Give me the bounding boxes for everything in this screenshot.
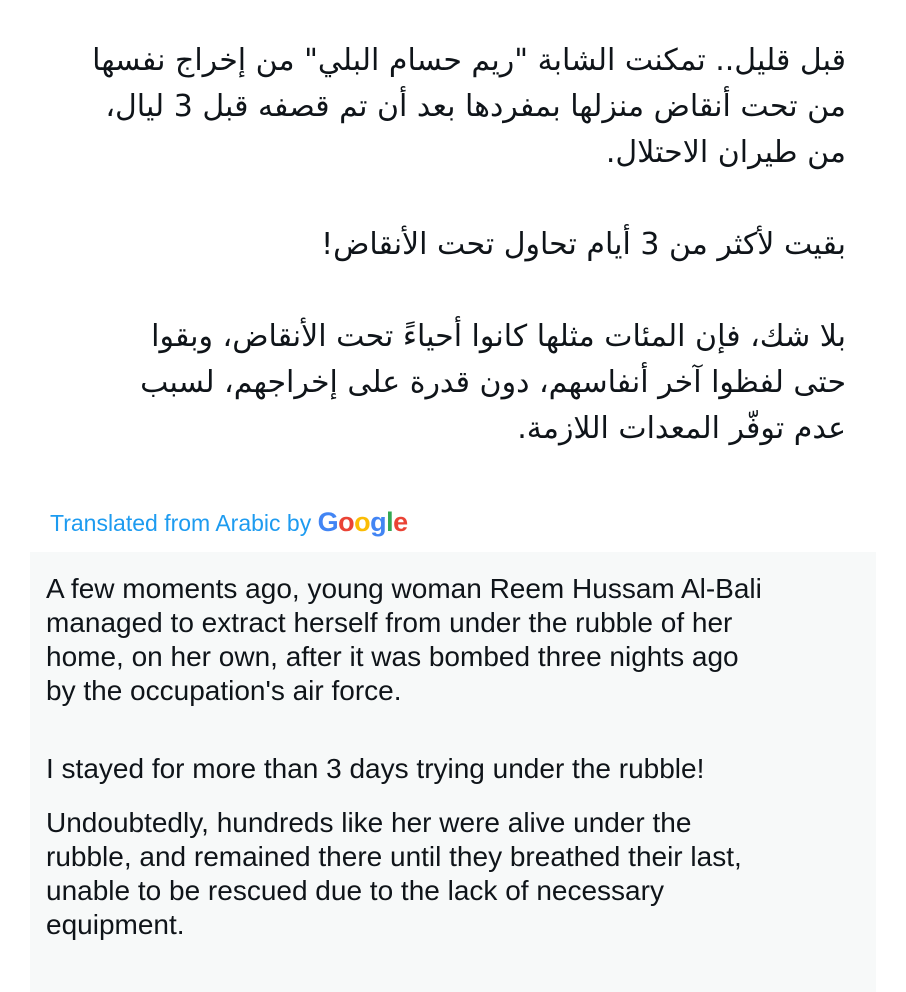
arabic-line: عدم توفّر المعدات اللازمة. bbox=[517, 411, 846, 446]
arabic-paragraph-2 bbox=[40, 222, 846, 268]
arabic-line: بلا شك، فإن المئات مثلها كانوا أحياءً تحت الأنقاض، وبقوا bbox=[151, 319, 846, 354]
google-logo-letter: G bbox=[317, 507, 339, 537]
translation-line: managed to extract herself from under the rubble of her bbox=[46, 607, 733, 638]
translation-line: rubble, and remained there until they breathed their last, bbox=[46, 841, 742, 872]
google-logo bbox=[318, 507, 408, 537]
google-logo-letter: o bbox=[338, 507, 355, 537]
translated-by-link[interactable] bbox=[50, 502, 408, 543]
translation-paragraph-2 bbox=[46, 752, 704, 786]
translation-line: equipment. bbox=[46, 909, 185, 940]
translation-line: by the occupation's air force. bbox=[46, 675, 402, 706]
translation-line: I stayed for more than 3 days trying under the rubble! bbox=[46, 753, 705, 784]
google-logo-letter: e bbox=[393, 507, 408, 537]
translation-line: unable to be rescued due to the lack of necessary bbox=[46, 875, 664, 906]
google-logo-letter: o bbox=[354, 507, 371, 537]
translation-line: Undoubtedly, hundreds like her were alive under the bbox=[46, 807, 692, 838]
arabic-line: حتى لفظوا آخر أنفاسهم، دون قدرة على إخراجهم، لسبب bbox=[140, 365, 846, 400]
arabic-line: قبل قليل.. تمكنت الشابة "ريم حسام البلي" من إخراج نفسها bbox=[92, 43, 846, 78]
google-logo-letter: l bbox=[386, 507, 394, 537]
arabic-line: من طيران الاحتلال. bbox=[605, 135, 846, 170]
arabic-line: بقيت لأكثر من 3 أيام تحاول تحت الأنقاض! bbox=[321, 227, 846, 262]
translation-line: A few moments ago, young woman Reem Hussam Al-Bali bbox=[46, 573, 762, 604]
arabic-paragraph-1 bbox=[40, 38, 846, 176]
translated-by-label: Translated from Arabic by bbox=[50, 510, 312, 536]
google-logo-letter: g bbox=[370, 507, 387, 537]
translation-paragraph-1 bbox=[46, 572, 762, 708]
arabic-paragraph-3 bbox=[40, 314, 846, 452]
arabic-line: من تحت أنقاض منزلها بمفردها بعد أن تم قصفه قبل 3 ليال، bbox=[105, 89, 846, 124]
translation-line: home, on her own, after it was bombed three nights ago bbox=[46, 641, 739, 672]
translation-paragraph-3 bbox=[46, 806, 742, 942]
